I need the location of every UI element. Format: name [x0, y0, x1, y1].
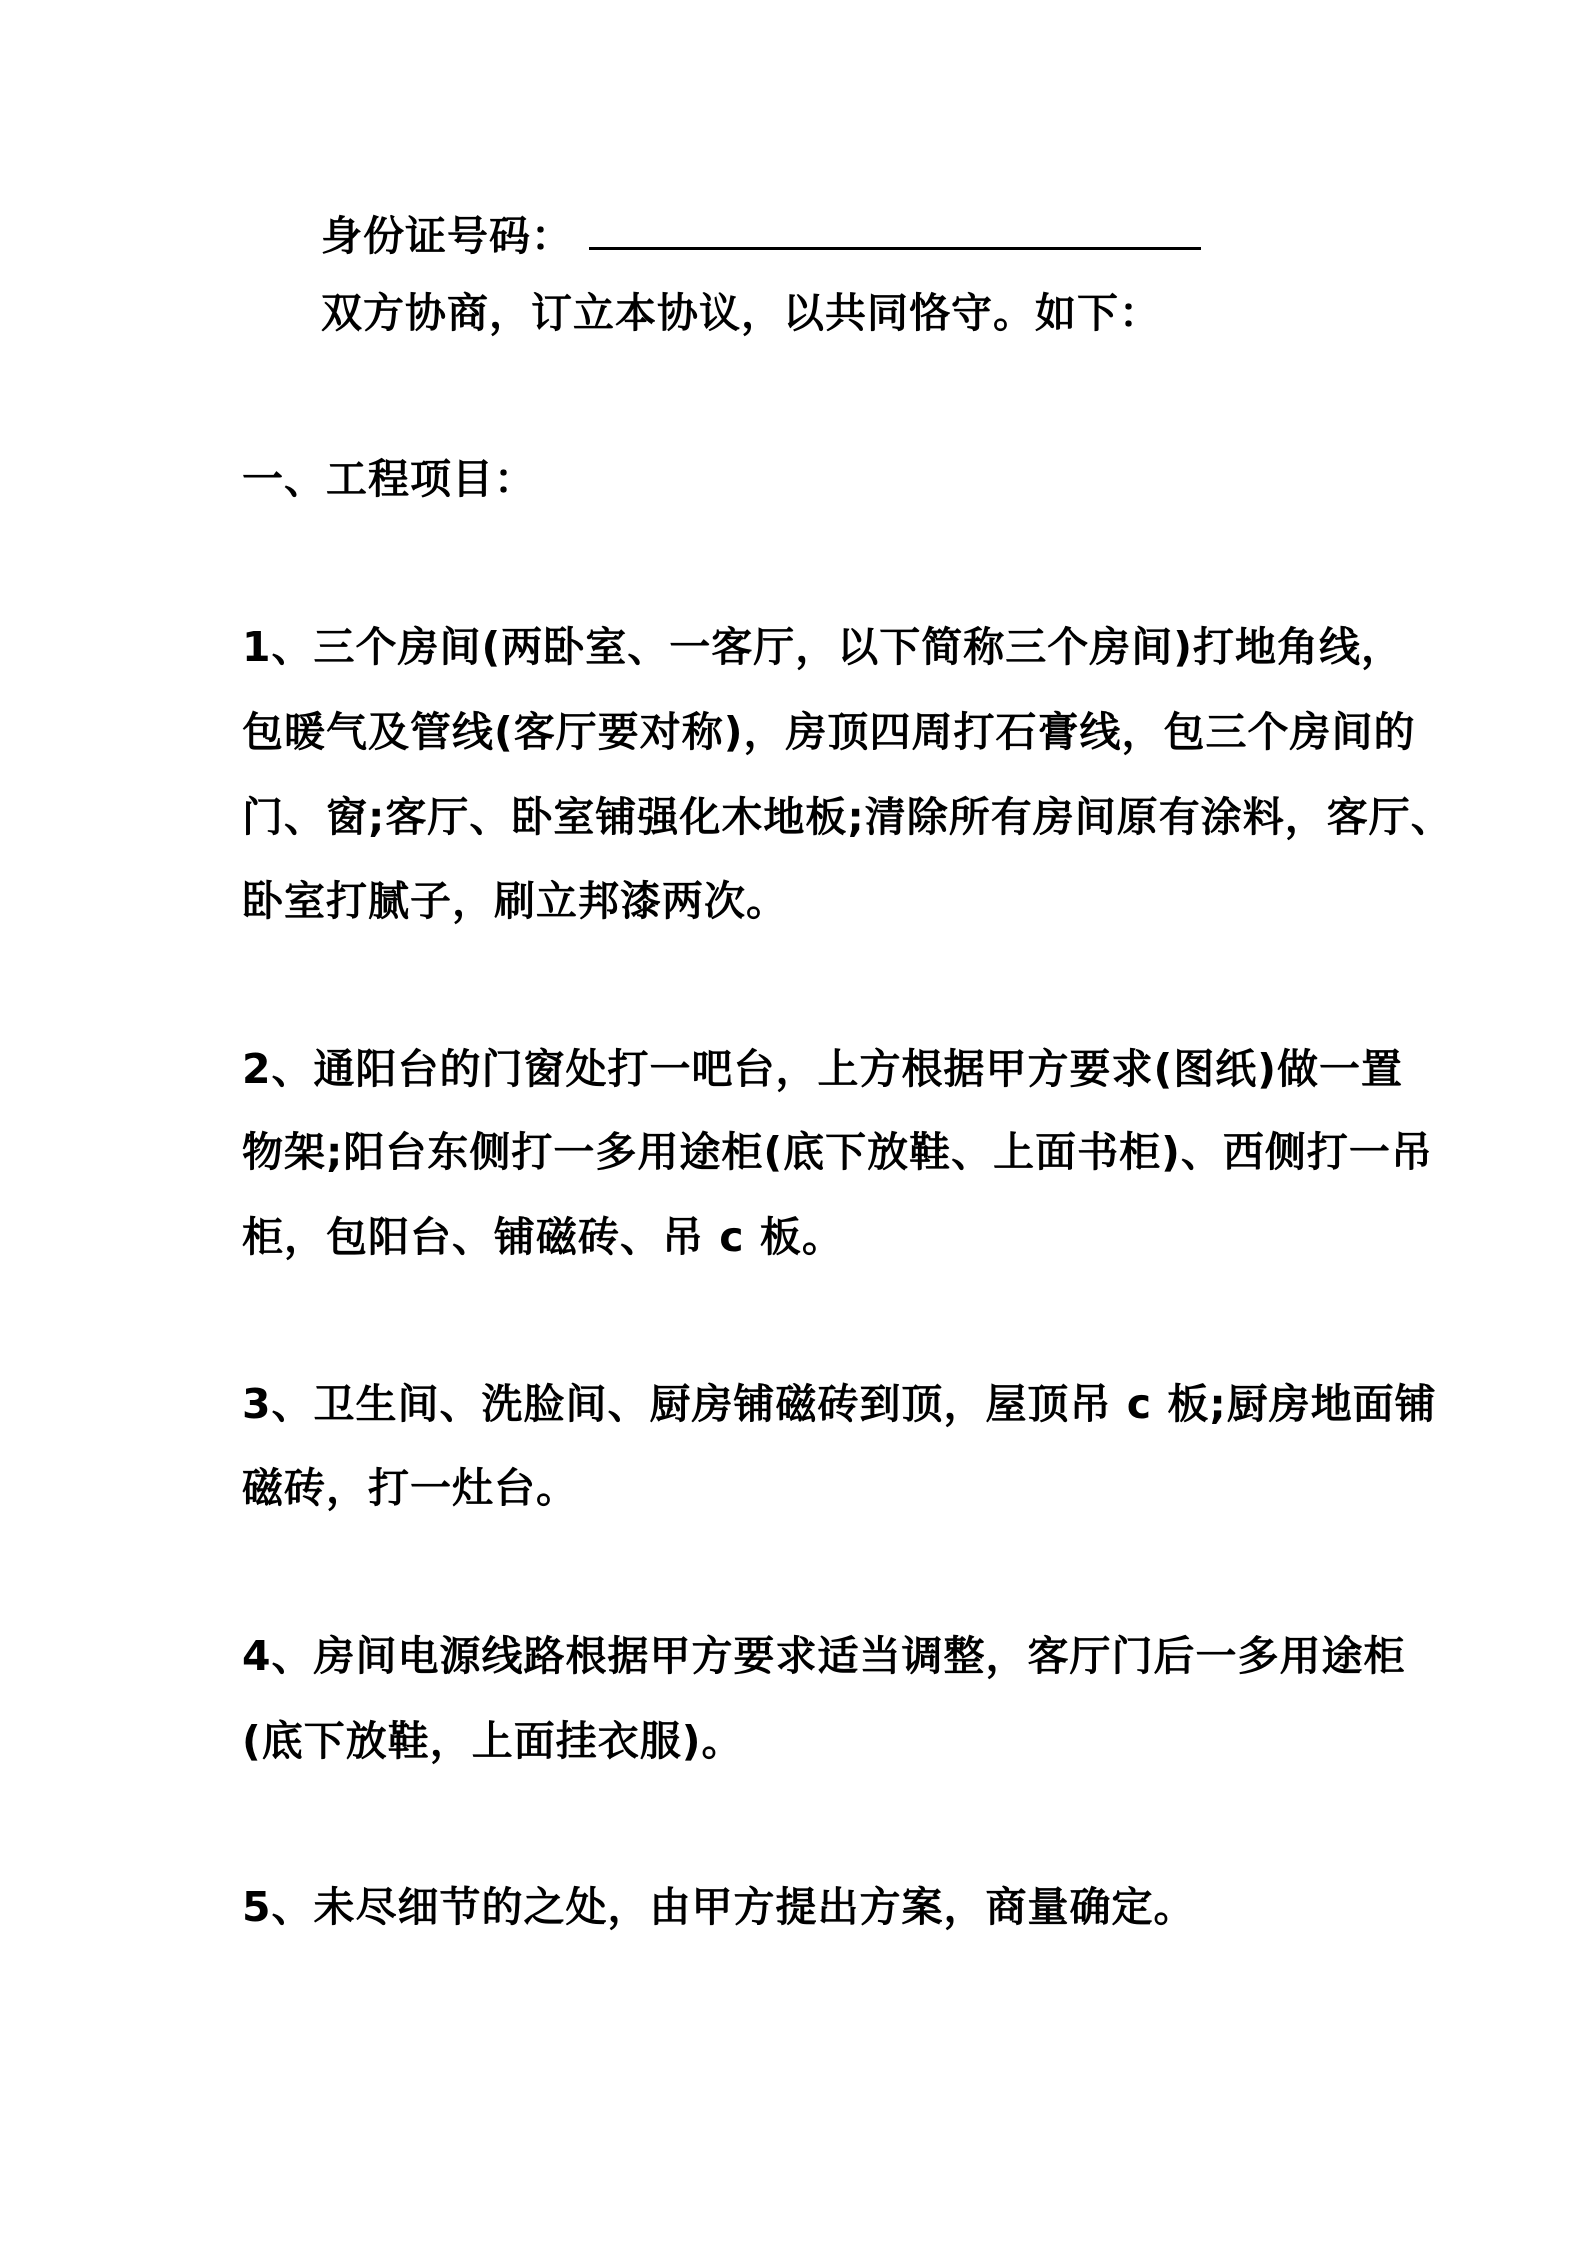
id-number-line [321, 209, 1201, 260]
item-4-line-1: 4、房间电源线路根据甲方要求适当调整，客厅门后一多用途柜 [242, 1632, 1406, 1680]
item-1-line-4: 卧室打腻子，刷立邦漆两次。 [242, 877, 788, 925]
agreement-statement: 双方协商，订立本协议，以共同恪守。如下： [321, 289, 1161, 337]
item-3-line-2: 磁砖，打一灶台。 [242, 1464, 578, 1512]
section-heading: 一、工程项目： [242, 455, 536, 503]
item-2-line-3: 柜，包阳台、铺磁砖、吊 c 板。 [242, 1213, 844, 1261]
item-3-line-1: 3、卫生间、洗脸间、厨房铺磁砖到顶，屋顶吊 c 板;厨房地面铺 [242, 1380, 1437, 1428]
item-4-line-2: (底下放鞋，上面挂衣服)。 [242, 1717, 744, 1765]
item-1-line-1: 1、三个房间(两卧室、一客厅，以下简称三个房间)打地角线， [242, 623, 1404, 671]
item-2-line-1: 2、通阳台的门窗处打一吧台，上方根据甲方要求(图纸)做一置 [242, 1045, 1404, 1093]
item-5-line-1: 5、未尽细节的之处，由甲方提出方案，商量确定。 [242, 1883, 1196, 1931]
item-2-line-2: 物架;阳台东侧打一多用途柜(底下放鞋、上面书柜)、西侧打一吊 [242, 1128, 1433, 1176]
id-number-label: 身份证号码： [321, 212, 573, 260]
item-1-line-3: 门、窗;客厅、卧室铺强化木地板;清除所有房间原有涂料，客厅、 [242, 793, 1453, 841]
item-1-line-2: 包暖气及管线(客厅要对称)，房顶四周打石膏线，包三个房间的 [242, 708, 1416, 756]
id-number-blank [589, 209, 1201, 250]
